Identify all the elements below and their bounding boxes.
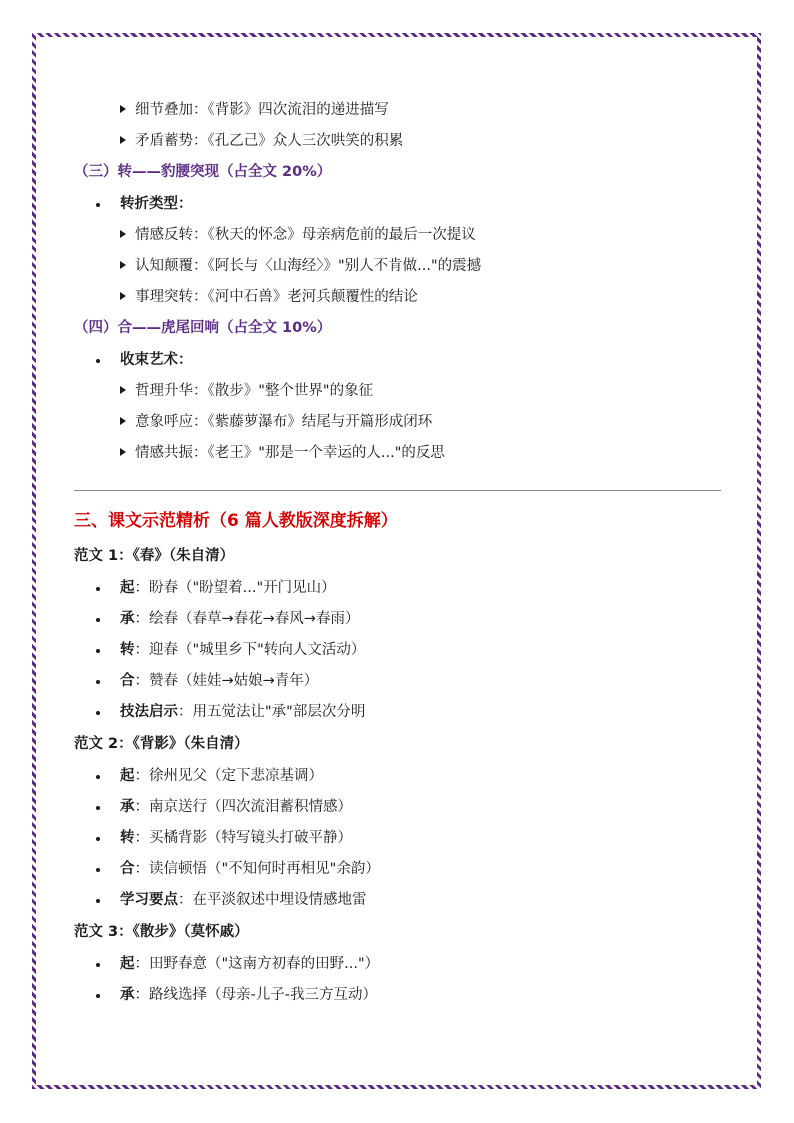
bullet-dot-icon <box>96 359 100 363</box>
list-item: 承：路线选择（母亲-儿子-我三方互动） <box>120 987 377 1003</box>
example-heading: 范文 3：《散步》（莫怀戚） <box>74 924 249 940</box>
subsection-heading: （三）转——豹腰突现（占全文 20%） <box>74 164 332 180</box>
bullet-dot-icon <box>96 994 100 998</box>
example-heading: 范文 1：《春》（朱自清） <box>74 548 235 564</box>
bullet-point: 转折类型： <box>120 196 193 212</box>
triangle-bullet-icon <box>120 386 126 394</box>
bullet-dot-icon <box>96 587 100 591</box>
list-item: 承：南京送行（四次流泪蓄积情感） <box>120 799 352 815</box>
bullet-dot-icon <box>96 711 100 715</box>
sub-list-item: 事理突转：《河中石兽》老河兵颠覆性的结论 <box>120 287 418 307</box>
sub-list-item: 细节叠加：《背影》四次流泪的递进描写 <box>120 100 389 120</box>
example-heading: 范文 2：《背影》（朱自清） <box>74 736 249 752</box>
section-divider <box>74 490 721 491</box>
sub-list-item: 认知颠覆：《阿长与〈山海经〉》"别人不肯做..."的震撼 <box>120 256 481 276</box>
list-item: 转：迎春（"城里乡下"转向人文活动） <box>120 642 366 658</box>
triangle-bullet-icon <box>120 136 126 144</box>
list-item: 起：徐州见父（定下悲凉基调） <box>120 768 323 784</box>
list-item: 合：赞春（娃娃→姑娘→青年） <box>120 673 319 689</box>
list-item: 转：买橘背影（特写镜头打破平静） <box>120 830 352 846</box>
triangle-bullet-icon <box>120 448 126 456</box>
bullet-dot-icon <box>96 649 100 653</box>
list-item: 起：田野春意（"这南方初春的田野..."） <box>120 956 380 972</box>
section-title: 三、课文示范精析（6 篇人教版深度拆解） <box>74 511 398 531</box>
triangle-bullet-icon <box>120 261 126 269</box>
list-item: 起：盼春（"盼望着..."开门见山） <box>120 580 336 596</box>
triangle-bullet-icon <box>120 105 126 113</box>
subsection-heading: （四）合——虎尾回响（占全文 10%） <box>74 320 332 336</box>
bullet-dot-icon <box>96 868 100 872</box>
bullet-dot-icon <box>96 203 100 207</box>
bullet-dot-icon <box>96 963 100 967</box>
bullet-dot-icon <box>96 680 100 684</box>
list-item: 承：绘春（春草→春花→春风→春雨） <box>120 611 360 627</box>
sub-list-item: 情感共振：《老王》"那是一个幸运的人..."的反思 <box>120 443 445 463</box>
sub-list-item: 矛盾蓄势：《孔乙己》众人三次哄笑的积累 <box>120 131 403 151</box>
triangle-bullet-icon <box>120 417 126 425</box>
bullet-dot-icon <box>96 806 100 810</box>
list-item: 技法启示：用五觉法让"承"部层次分明 <box>120 704 366 720</box>
list-item: 学习要点：在平淡叙述中埋设情感地雷 <box>120 892 367 908</box>
bullet-dot-icon <box>96 618 100 622</box>
sub-list-item: 意象呼应：《紫藤萝瀑布》结尾与开篇形成闭环 <box>120 412 432 432</box>
list-item: 合：读信顿悟（"不知何时再相见"余韵） <box>120 861 380 877</box>
bullet-dot-icon <box>96 837 100 841</box>
triangle-bullet-icon <box>120 292 126 300</box>
bullet-dot-icon <box>96 775 100 779</box>
bullet-dot-icon <box>96 899 100 903</box>
bullet-point: 收束艺术： <box>120 352 193 368</box>
sub-list-item: 情感反转：《秋天的怀念》母亲病危前的最后一次提议 <box>120 225 476 245</box>
sub-list-item: 哲理升华：《散步》"整个世界"的象征 <box>120 381 373 401</box>
triangle-bullet-icon <box>120 230 126 238</box>
